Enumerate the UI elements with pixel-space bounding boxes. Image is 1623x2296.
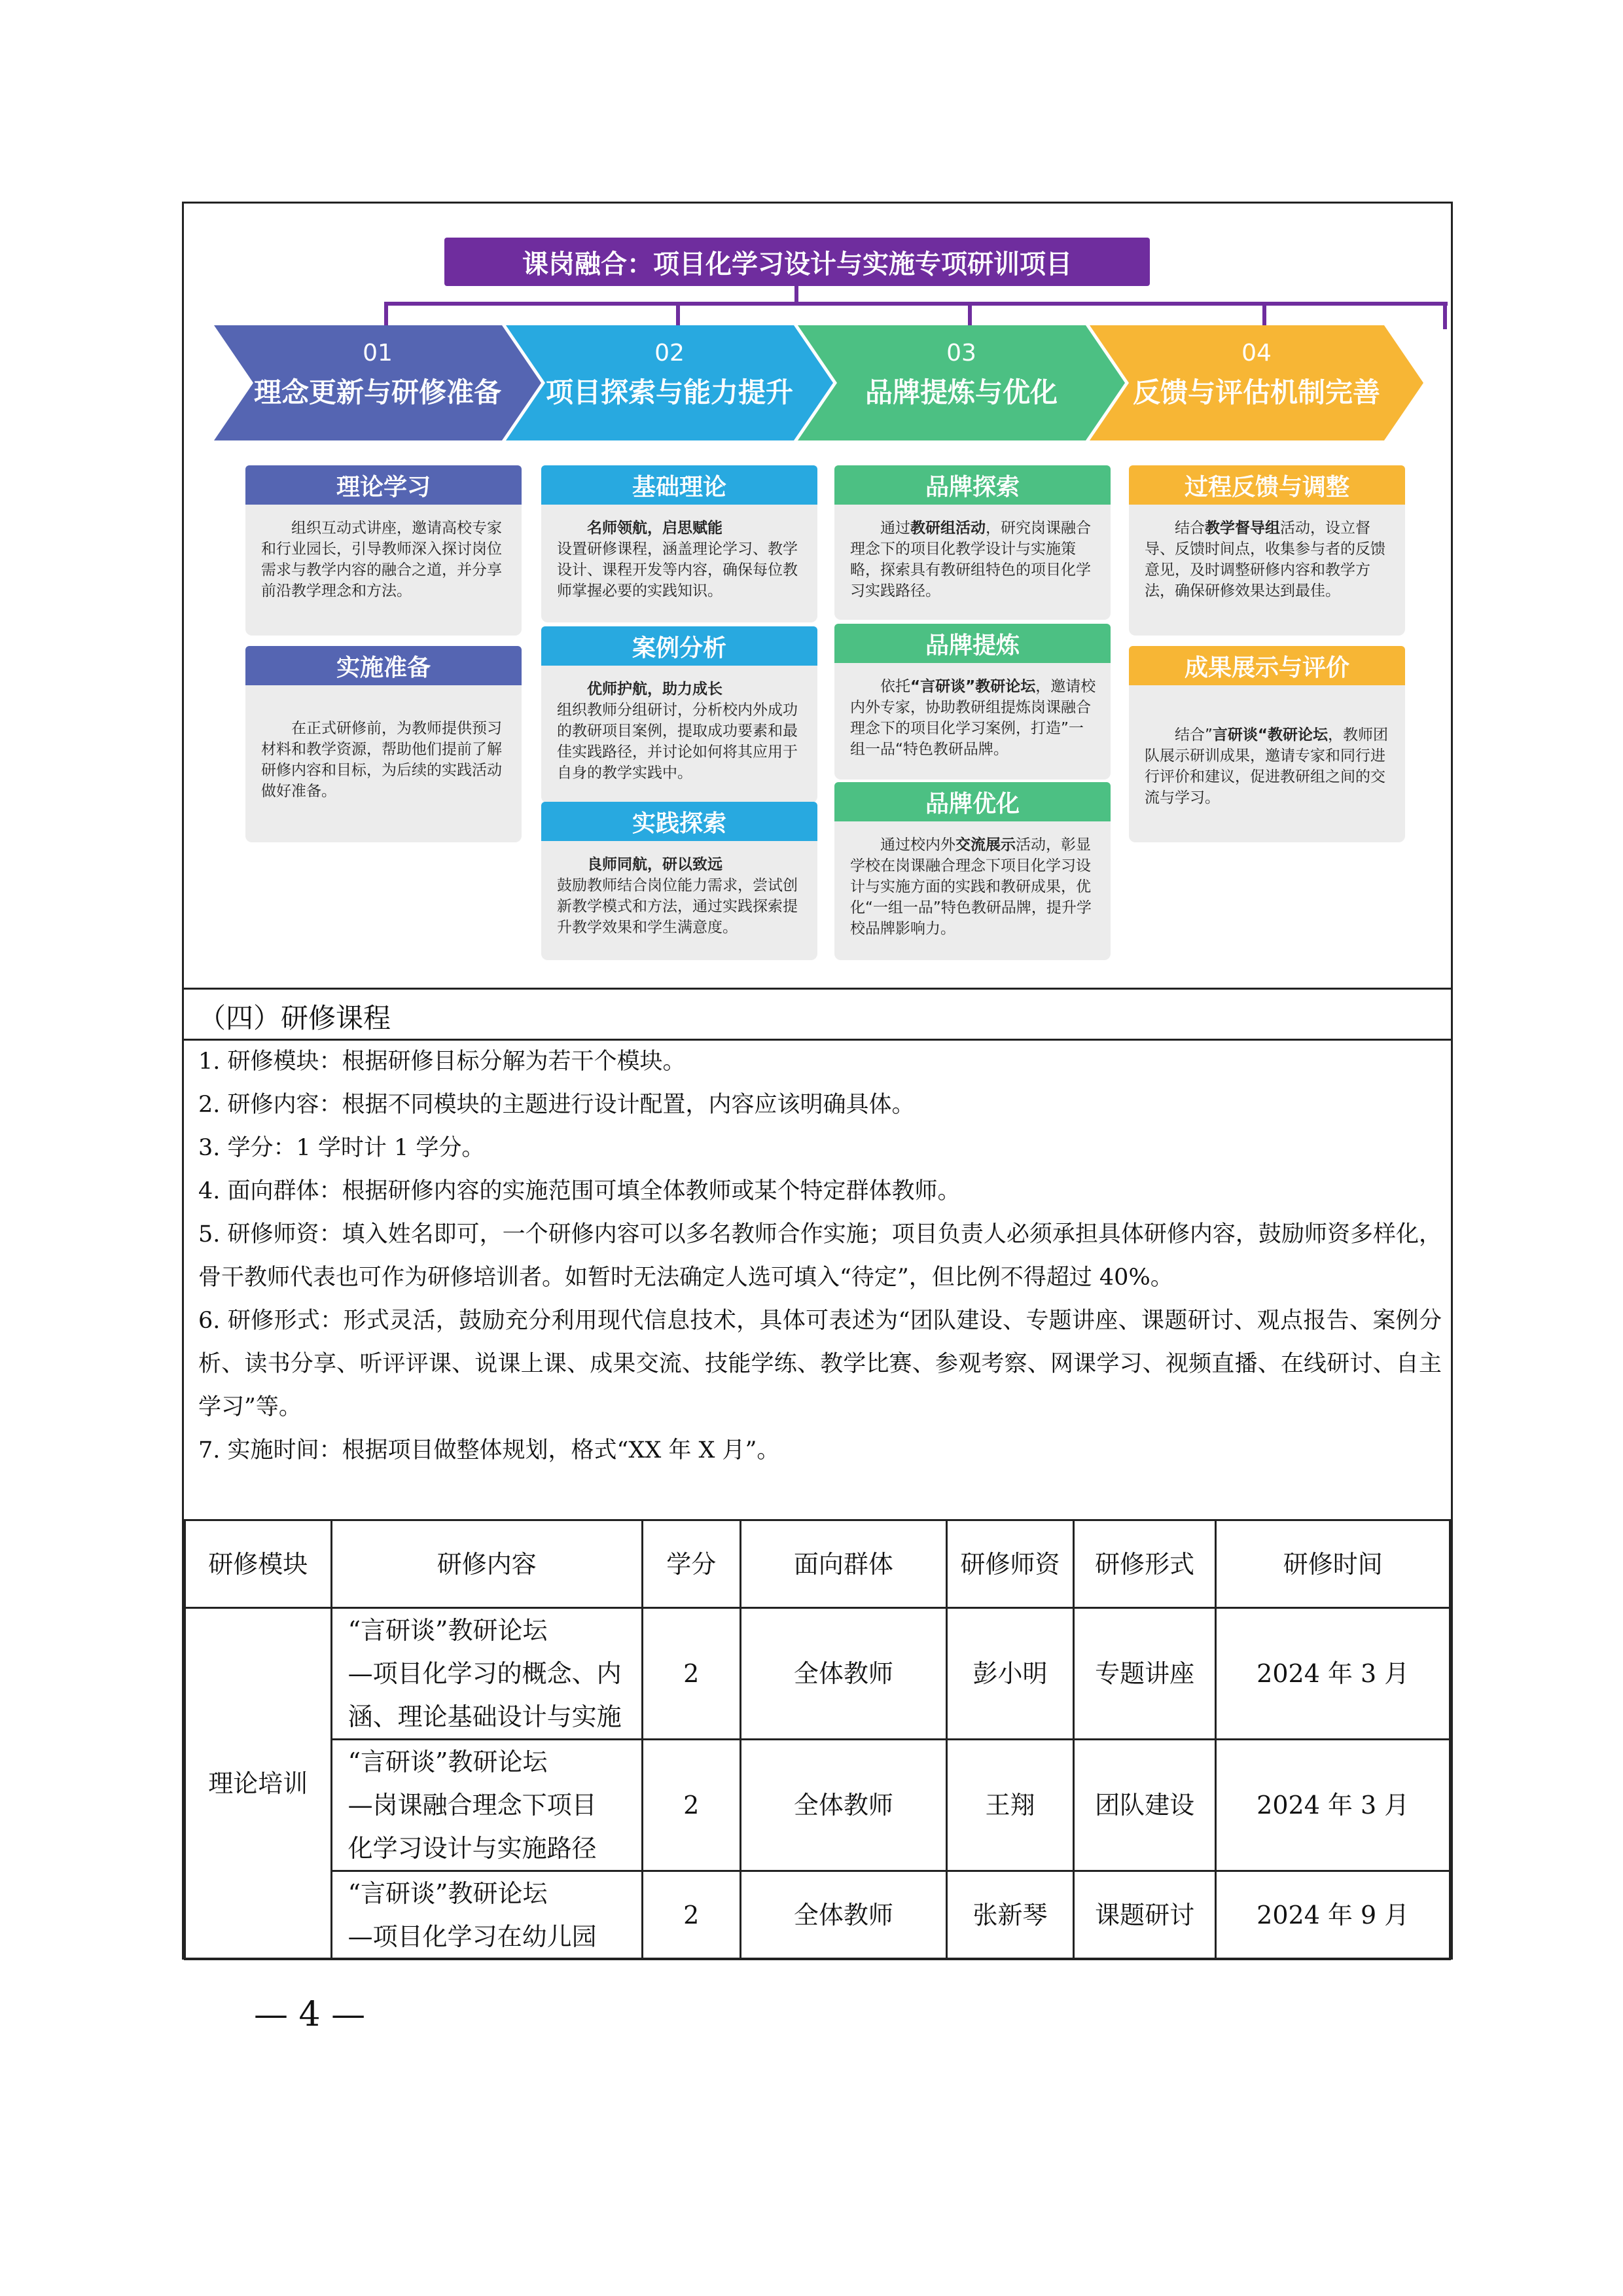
table-row [185, 1608, 1450, 1740]
group-cell: 全体教师 [740, 1608, 946, 1740]
header-module: 研修模块 [185, 1520, 332, 1608]
card-lead: 优师护航，助力成长 [587, 681, 722, 698]
note-item: 1. 研修模块：根据研修目标分解为若干个模块。 [198, 1049, 686, 1075]
card-body: 通过教研组活动，研究岗课融合理念下的项目化教学设计与实施策略，探索具有教研组特色的项目化学习实践路径。 [850, 520, 1091, 600]
phase-number: 02 [654, 340, 685, 367]
form-cell: 团队建设 [1073, 1740, 1216, 1871]
card-brand-optimization [834, 782, 1111, 960]
table-row [185, 1740, 1450, 1871]
phase-number: 03 [946, 340, 976, 367]
phase-title: 理念更新与研修准备 [253, 376, 501, 408]
card-title: 成果展示与评价 [1129, 646, 1405, 685]
phase-4 [1090, 325, 1423, 440]
note-item: 2. 研修内容：根据不同模块的主题进行设计配置，内容应该明确具体。 [198, 1092, 915, 1118]
card-title: 案例分析 [541, 626, 817, 666]
time-cell: 2024 年 3 月 [1216, 1608, 1450, 1740]
document-frame [182, 202, 1453, 1960]
card-body: 依托“言研谈”教研论坛，邀请校内外专家，协助教研组提炼岗课融合理念下的项目化学习案例，打造”一组一品“特色教研品牌。 [850, 678, 1096, 758]
phase-number: 01 [363, 340, 393, 367]
phase-number: 04 [1241, 340, 1272, 367]
teacher-cell: 王翔 [947, 1740, 1074, 1871]
card-lead: 名师领航，启思赋能 [587, 520, 722, 537]
card-case-analysis [541, 626, 817, 803]
header-group: 面向群体 [740, 1520, 946, 1608]
card-achievement-display [1129, 646, 1405, 842]
phase-3 [798, 325, 1125, 440]
content-cell: “言研谈”教研论坛 —项目化学习的概念、内 涵、理论基础设计与实施 [331, 1608, 642, 1740]
card-body: 结合教学督导组活动，设立督导、反馈时间点，收集参与者的反馈意见，及时调整研修内容和教学方法，确保研修效果达到最佳。 [1145, 520, 1385, 600]
phase-title: 反馈与评估机制完善 [1132, 376, 1380, 408]
time-cell: 2024 年 3 月 [1216, 1740, 1450, 1871]
note-item: 7. 实施时间：根据项目做整体规划，格式“XX 年 X 月”。 [198, 1437, 780, 1463]
card-implementation-prep [245, 646, 522, 842]
time-cell: 2024 年 9 月 [1216, 1871, 1450, 1960]
card-brand-exploration [834, 465, 1111, 620]
table-header-row [185, 1520, 1450, 1608]
phase-title: 品牌提炼与优化 [865, 376, 1058, 408]
form-cell: 专题讲座 [1073, 1608, 1216, 1740]
card-practice-exploration [541, 802, 817, 960]
credit-cell: 2 [642, 1871, 740, 1960]
card-body: 在正式研修前，为教师提供预习材料和教学资源，帮助他们提前了解研修内容和目标，为后续的实践活动做好准备。 [261, 720, 502, 800]
project-diagram [184, 204, 1451, 989]
content-cell: “言研谈”教研论坛 —岗课融合理念下项目 化学习设计与实施路径 [331, 1740, 642, 1871]
card-title: 实施准备 [245, 646, 522, 685]
note-item: 3. 学分：1 学时计 1 学分。 [198, 1135, 485, 1161]
card-title: 过程反馈与调整 [1129, 465, 1405, 505]
card-title: 基础理论 [541, 465, 817, 505]
header-time: 研修时间 [1216, 1520, 1450, 1608]
card-brand-refinement [834, 624, 1111, 780]
connector [794, 286, 798, 302]
card-body: 良师同航，研以致远 鼓励教师结合岗位能力需求，尝试创新教学模式和方法，通过实践探索提升教学效果和学生满意度。 [557, 854, 804, 938]
card-theory-study [245, 465, 522, 636]
card-title: 理论学习 [245, 465, 522, 505]
group-cell: 全体教师 [740, 1740, 946, 1871]
note-item: 6. 研修形式：形式灵活，鼓励充分利用现代信息技术，具体可表述为“团队建设、专题讲座、课题研讨、观点报告、案例分析、读书分享、听评评课、说课上课、成果交流、技能学练、教学比赛、参观考察、网课学习、视频直播、在线研讨、自主学习”等。 [198, 1308, 1442, 1420]
header-teacher: 研修师资 [947, 1520, 1074, 1608]
section-divider [184, 988, 1451, 990]
form-cell: 课题研讨 [1073, 1871, 1216, 1960]
header-credit: 学分 [642, 1520, 740, 1608]
module-cell: 理论培训 [185, 1608, 332, 1960]
card-lead: 良师同航，研以致远 [587, 856, 722, 873]
course-notes [198, 1040, 1442, 1472]
note-item: 4. 面向群体：根据研修内容的实施范围可填全体教师或某个特定群体教师。 [198, 1178, 961, 1204]
credit-cell: 2 [642, 1740, 740, 1871]
card-body: 组织互动式讲座，邀请高校专家和行业园长，引导教师深入探讨岗位需求与教学内容的融合之道，并分享前沿教学理念和方法。 [261, 520, 502, 600]
connector-bar [384, 302, 1448, 306]
card-body: 名师领航，启思赋能 设置研修课程，涵盖理论学习、教学设计、课程开发等内容，确保每位教师掌握必要的实践知识。 [557, 518, 804, 601]
diagram-banner: 课岗融合：项目化学习设计与实施专项研训项目 [444, 238, 1150, 286]
course-table [184, 1519, 1451, 1960]
table-row [185, 1871, 1450, 1960]
credit-cell: 2 [642, 1608, 740, 1740]
card-title: 品牌提炼 [834, 624, 1111, 663]
phase-2 [506, 325, 833, 440]
group-cell: 全体教师 [740, 1871, 946, 1960]
phase-1 [214, 325, 541, 440]
teacher-cell: 彭小明 [947, 1608, 1074, 1740]
card-body: 结合”言研谈“教研论坛，教师团队展示研训成果，邀请专家和同行进行评价和建议，促进教研组之间的交流与学习。 [1145, 726, 1389, 806]
header-form: 研修形式 [1073, 1520, 1216, 1608]
card-process-feedback [1129, 465, 1405, 636]
content-cell: “言研谈”教研论坛 —项目化学习在幼儿园 [331, 1871, 642, 1960]
phase-title: 项目探索与能力提升 [545, 376, 793, 408]
note-item: 5. 研修师资：填入姓名即可，一个研修内容可以多名教师合作实施；项目负责人必须承担具体研修内容，鼓励师资多样化，骨干教师代表也可作为研修培训者。如暂时无法确定人选可填入“待定”，但比例不得超过 40%。 [198, 1221, 1442, 1291]
card-body: 通过校内外交流展示活动，彰显学校在岗课融合理念下项目化学习设计与实施方面的实践和教研成果，优化“一组一品”特色教研品牌，提升学校品牌影响力。 [850, 836, 1092, 937]
teacher-cell: 张新琴 [947, 1871, 1074, 1960]
card-basic-theory [541, 465, 817, 622]
section-title: （四）研修课程 [198, 1002, 391, 1034]
card-title: 品牌优化 [834, 782, 1111, 821]
card-body: 优师护航，助力成长 组织教师分组研讨，分析校内外成功的教研项目案例，提取成功要素和最佳实践路径，并讨论如何将其应用于自身的教学实践中。 [557, 679, 804, 783]
page-number: — 4 — [254, 1995, 366, 2034]
card-title: 品牌探索 [834, 465, 1111, 505]
header-content: 研修内容 [331, 1520, 642, 1608]
card-title: 实践探索 [541, 802, 817, 841]
